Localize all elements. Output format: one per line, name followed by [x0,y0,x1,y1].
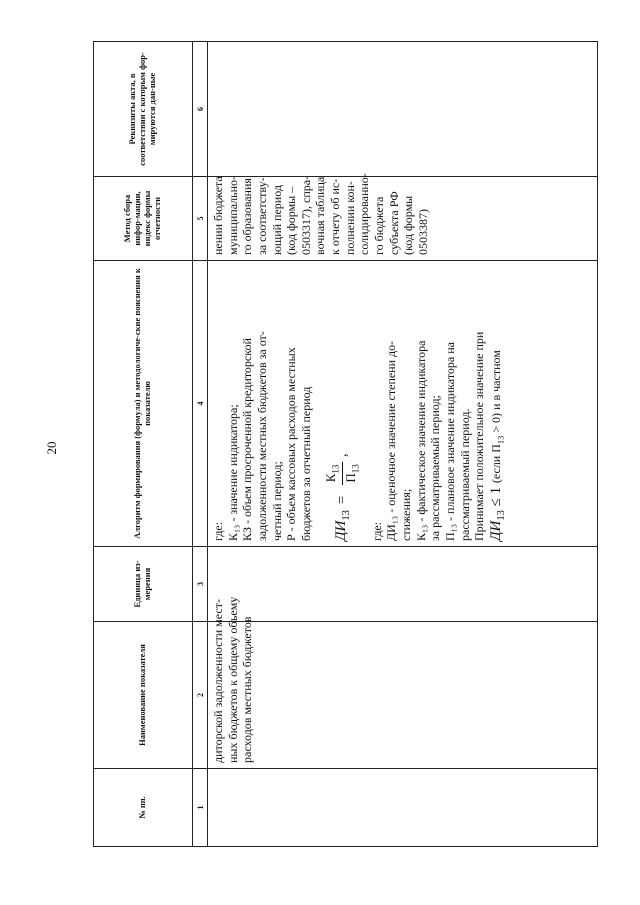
cell-indicator-name [208,596,598,769]
col-number: 4 [193,261,208,547]
header-unit: Единица из-мерения [94,547,193,622]
text-line: задолженности местных бюджетов за от- [254,331,269,541]
cell-number [208,769,598,847]
condition-line: $ДИ_{13} \le 1$ (если $П_{13} > 0$) и в частном [487,350,507,541]
text-line: го бюджета [371,196,386,255]
header-number: № пп. [94,769,193,847]
col-number: 1 [193,769,208,847]
text-line: где: [369,521,384,541]
text-line: где: [211,521,225,541]
text-line: 0503387) [415,209,430,255]
formula: $ДИ_{13}$ = $К_{13}$ $П_{13}$ , [323,453,361,541]
text-line: (код формы [401,195,416,255]
text-line: нении бюджета [211,176,225,255]
text-line: стижения; [399,488,413,541]
col-number: 2 [193,622,208,769]
cell-unit [208,547,598,622]
document-sheet [93,42,598,847]
col-number: 5 [193,177,208,261]
text-line: ных бюджетов к общему объему [225,596,240,763]
col-number: 3 [193,547,208,622]
text-line: за соответству- [254,177,269,255]
text-line: К₁₃ - значение индикатора; [225,404,240,541]
text-line: ДИ₁₃ - оценочное значение степени до- [384,340,399,541]
text-line: К₁₃ - фактическое значение индикатора [413,340,428,541]
cell-act-details [208,42,598,177]
text-line: 0503317), спра- [298,175,313,255]
header-indicator-name: Наименование показателя [94,622,193,769]
header-collection-method: Метод сбора инфор-мации, индекс формы отчетности [94,177,193,261]
text-line: КЗ - объем просроченной кредиторской [240,338,255,541]
cell-collection-method [208,173,598,261]
text-line: муниципально- [225,175,240,255]
cell-algorithm [208,261,598,547]
text-line: (код формы – [284,186,299,255]
text-line: субъекта РФ [386,191,401,255]
text-line: полнении кон- [342,181,357,255]
text-line: ющий период [269,185,284,255]
page-number: 20 [44,441,59,455]
text-line: рассматриваемый период. [457,408,472,541]
text-line: расходов местных бюджетов [240,616,255,763]
text-line: го образования [240,178,255,255]
text-line: к отчету об ис- [328,178,342,255]
header-algorithm: Алгоритм формирования (формула) и методологиче-ские пояснения к показателю [94,261,193,547]
text-line: солидированно- [357,173,372,255]
text-line: бюджетов за отчетный период [298,386,313,541]
text-line: Принимает положительное значение при [472,331,487,541]
formula-lhs: $ДИ_{13}$ [332,510,352,541]
indicator-table [93,41,598,847]
text-line: П₁₃ - плановое значение индикатора на [442,342,457,541]
text-line: четный период; [269,461,284,541]
text-line: диторской задолженности мест- [211,599,225,763]
formula-fraction: $К_{13}$ $П_{13}$ [323,461,361,485]
header-act-details: Реквизиты акта, в соответствии с которым фор-мируются дан-ные [94,42,193,177]
text-line: за рассматриваемый период; [428,395,443,541]
text-line: Р - объем кассовых расходов местных [284,347,299,541]
col-number: 6 [193,42,208,177]
text-line: вочная таблица [313,176,328,255]
formula-tail: , [334,453,351,458]
